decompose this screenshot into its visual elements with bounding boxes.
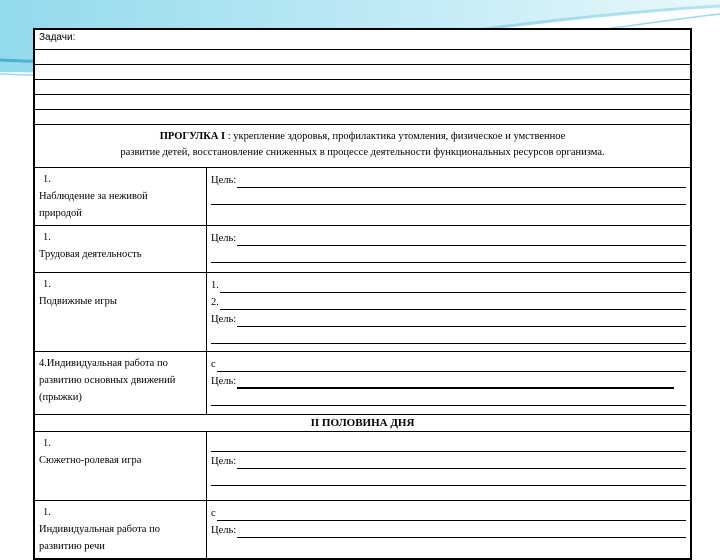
activity-notes	[207, 226, 691, 273]
walk-header-row	[35, 125, 691, 168]
activity-cell	[35, 226, 207, 273]
activity-row-role-play	[35, 432, 691, 501]
activity-row-individual-movement	[35, 352, 691, 415]
goal-input-line[interactable]	[237, 174, 686, 188]
tasks-blank-line	[35, 110, 691, 125]
activity-label: Сюжетно-ролевая игра	[39, 455, 142, 466]
game-item-1-label: 1.	[211, 280, 219, 291]
tasks-row	[35, 30, 691, 50]
goal-input-line[interactable]	[237, 524, 686, 538]
activity-label: Наблюдение за неживой природой	[39, 191, 148, 219]
activity-label: Индивидуальная работа по развитию речи	[39, 524, 160, 552]
second-half-title: II ПОЛОВИНА ДНЯ	[35, 415, 691, 432]
goal-label: Цель:	[211, 175, 237, 186]
walk-title: ПРОГУЛКА I	[159, 131, 226, 142]
child-prefix-label: с	[211, 508, 216, 519]
daily-plan-form	[33, 28, 692, 560]
activity-cell	[35, 273, 207, 352]
goal-input-line[interactable]	[237, 455, 686, 469]
walk-desc-line1: : укрепление здоровья, профилактика утомления, физическое и умственное	[227, 131, 566, 142]
tasks-blank-row	[35, 50, 691, 65]
activity-notes	[207, 273, 691, 352]
goal-input-line[interactable]	[237, 374, 674, 389]
game-item-1-input-line[interactable]	[220, 279, 686, 293]
goal-input-line[interactable]	[237, 232, 686, 246]
activity-label: Подвижные игры	[39, 296, 117, 307]
activity-label: 4.Индивидуальная работа по развитию основных движений (прыжки)	[39, 358, 176, 403]
tasks-blank-line	[35, 65, 691, 80]
walk-desc-line2: развитие детей, восстановление сниженных в процессе деятельности функциональных ресурсов организма.	[120, 147, 605, 158]
second-half-header-row	[35, 415, 691, 432]
child-name-input-line[interactable]	[217, 358, 686, 372]
activity-cell	[35, 432, 207, 501]
blank-input-line[interactable]	[211, 249, 686, 263]
goal-input-line[interactable]	[237, 313, 686, 327]
activity-number: 1.	[43, 438, 51, 449]
tasks-blank-row	[35, 65, 691, 80]
activity-cell	[35, 168, 207, 226]
blank-input-line[interactable]	[211, 330, 686, 344]
goal-label: Цель:	[211, 456, 237, 467]
activity-row-labor	[35, 226, 691, 273]
goal-label: Цель:	[211, 314, 237, 325]
activity-number: 1.	[43, 279, 51, 290]
activity-number: 1.	[43, 507, 51, 518]
activity-cell	[35, 352, 207, 415]
goal-label: Цель:	[211, 525, 237, 536]
tasks-blank-row	[35, 95, 691, 110]
child-name-input-line[interactable]	[217, 507, 686, 521]
tasks-blank-row	[35, 80, 691, 95]
activity-notes	[207, 432, 691, 501]
activity-row-speech	[35, 501, 691, 559]
activity-notes	[207, 352, 691, 415]
tasks-blank-line	[35, 95, 691, 110]
blank-input-line[interactable]	[211, 438, 686, 452]
plan-table	[34, 29, 691, 559]
tasks-blank-line	[35, 80, 691, 95]
blank-input-line[interactable]	[211, 472, 686, 486]
game-item-2-input-line[interactable]	[220, 296, 686, 310]
activity-notes	[207, 168, 691, 226]
activity-cell	[35, 501, 207, 559]
tasks-blank-row	[35, 110, 691, 125]
tasks-label: Задачи:	[35, 30, 691, 50]
blank-input-line[interactable]	[211, 392, 686, 406]
activity-number: 1.	[43, 174, 51, 185]
walk-header	[35, 125, 691, 168]
blank-input-line[interactable]	[211, 191, 686, 205]
activity-label: Трудовая деятельность	[39, 249, 142, 260]
activity-notes	[207, 501, 691, 559]
child-prefix-label: с	[211, 359, 216, 370]
goal-label: Цель:	[211, 376, 237, 387]
tasks-blank-line	[35, 50, 691, 65]
goal-label: Цель:	[211, 233, 237, 244]
activity-row-observation	[35, 168, 691, 226]
activity-row-games	[35, 273, 691, 352]
activity-number: 1.	[43, 232, 51, 243]
game-item-2-label: 2.	[211, 297, 219, 308]
